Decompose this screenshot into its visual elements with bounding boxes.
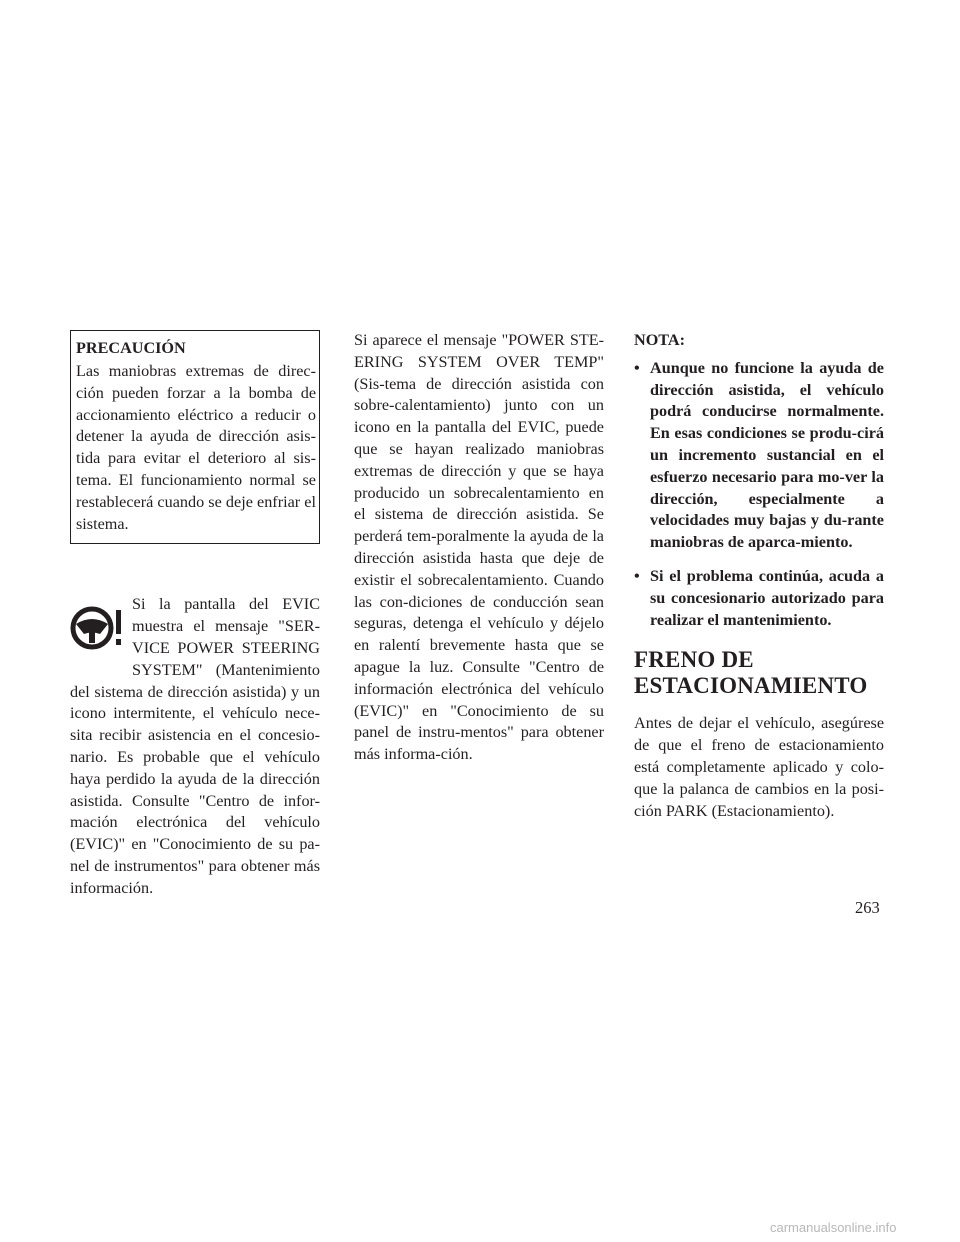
column-left: [70, 330, 320, 900]
note-title: NOTA:: [634, 331, 685, 349]
service-message-block: [70, 594, 320, 899]
note-item-text: Aunque no funcione la ayuda de dirección asistida, el vehículo podrá conducirse normalmente. En esas condiciones se produ-cirá un incremento sustancial en el esfuerzo necesario para mo-ver la dirección, especialmente a velocidades muy bajas y du-rante maniobras de aparca-miento.: [650, 358, 884, 552]
section-heading: [634, 647, 884, 699]
overtemp-message-text: Si aparece el mensaje "POWER STE-ERING SYSTEM OVER TEMP" (Sis-tema de dirección asistida con sobre-calentamiento) junto con un icono en la pantalla del EVIC, puede que se hayan realizado maniobras extremas de dirección y que se haya producido un sobrecalentamiento en el sistema de dirección asistida. Se perderá tem-poralmente la ayuda de la dirección asistida hasta que deje de existir el sobrecalentamiento. Cuando las con-diciones de conducción sean seguras, detenga el vehículo y déjelo en ralentí brevemente hasta que se apague la luz. Consulte "Centro de información electrónica del vehículo (EVIC)" en "Conocimiento de su panel de instru-mentos" para obtener más informa-ción.: [354, 331, 604, 764]
section-heading-line2: ESTACIONAMIENTO: [634, 673, 868, 699]
note-item-text: Si el problema continúa, acuda a su concesionario autorizado para realizar el mantenimiento.: [650, 566, 884, 629]
caution-title: PRECAUCIÓN: [76, 339, 186, 357]
caution-text: Las maniobras extremas de direc-ción pueden forzar a la bomba de accionamiento eléctrico a reducir o detener la ayuda de dirección asis-tida para evitar el deterioro al sis-tema. El funcionamiento normal se restablecerá cuando se deje enfriar el sistema.: [76, 362, 316, 533]
page-number: 263: [855, 898, 880, 917]
service-message-text: Si la pantalla del EVIC muestra el mensaje "SER-VICE POWER STEERING SYSTEM" (Mantenimiento del sistema de dirección asistida) y un icono intermitente, el vehículo nece-sita recibir asistencia en el concesio-nario. Es probable que el vehículo haya perdido la ayuda de la dirección asistida. Consulte "Centro de infor-mación electrónica del vehículo (EVIC)" en "Conocimiento de su pa-nel de instrumentos" para obtener más información.: [70, 595, 320, 897]
note-item: [634, 566, 884, 631]
power-steering-warning-icon: [70, 600, 126, 662]
section-heading-line1: FRENO DE: [634, 647, 754, 673]
caution-box: [70, 330, 320, 544]
note-item: [634, 358, 884, 554]
bullet-icon: •: [634, 358, 640, 377]
note-list: [634, 358, 884, 632]
bullet-icon: •: [634, 566, 640, 585]
column-middle: [354, 330, 604, 766]
watermark: carmanualsonline.info: [770, 1220, 897, 1235]
column-right: [634, 330, 884, 822]
parking-brake-text: Antes de dejar el vehículo, asegúrese de que el freno de estacionamiento está completamente aplicado y colo-que la palanca de cambios en la posi-ción PARK (Estacionamiento).: [634, 714, 884, 820]
